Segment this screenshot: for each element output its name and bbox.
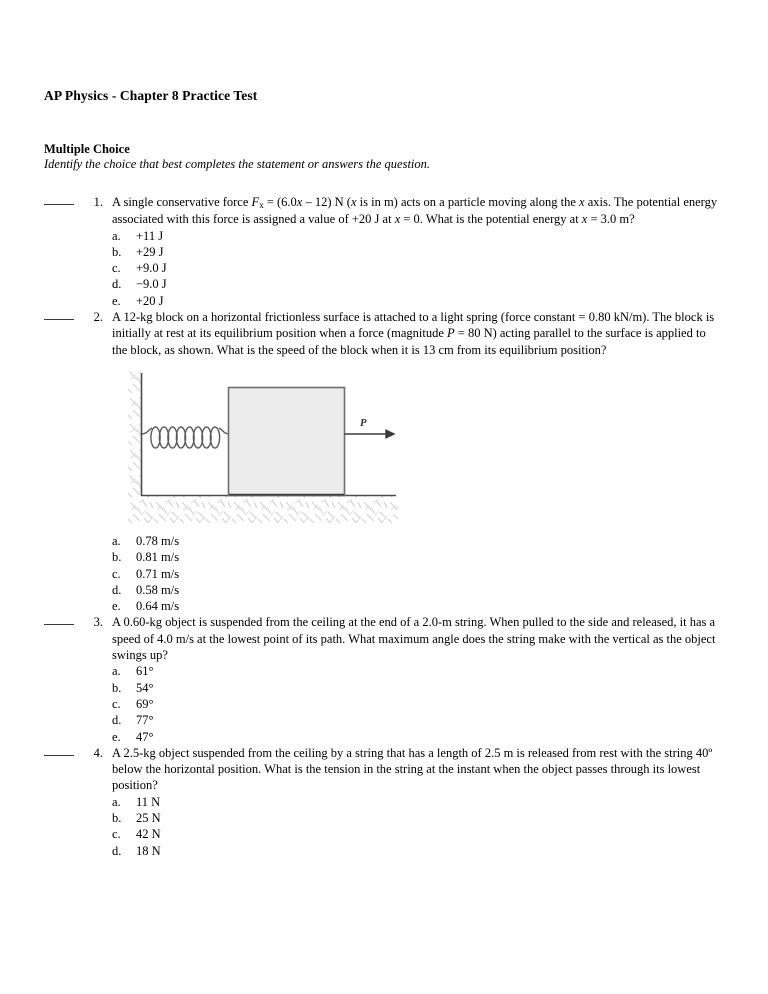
choice-text: +29 J	[136, 244, 164, 259]
choice-list-4	[112, 794, 724, 859]
choice-letter: c.	[112, 696, 121, 711]
choice-text: 69°	[136, 696, 154, 711]
choice-item[interactable]	[112, 228, 724, 244]
question-text-2: A 12-kg block on a horizontal frictionless surface is attached to a light spring (force constant = 0.80 kN/m). The block is initially at rest at its equilibrium position when a force (magnitude P = 80 N) acting parallel to the surface is applied to the block, as shown. What is the speed of the block when it is 13 cm from its equilibrium position?	[112, 310, 715, 357]
choice-item[interactable]	[112, 533, 724, 549]
choice-letter: a.	[112, 228, 121, 243]
choice-item[interactable]	[112, 794, 724, 810]
choice-item[interactable]	[112, 293, 724, 309]
question-number-4: 4.	[93, 745, 103, 760]
choice-text: +9.0 J	[136, 261, 167, 276]
question-4	[44, 745, 724, 859]
choice-letter: a.	[112, 794, 121, 809]
choice-letter: b.	[112, 244, 122, 259]
page-title: AP Physics - Chapter 8 Practice Test	[44, 88, 258, 103]
choice-letter: d.	[112, 277, 122, 292]
choice-text: 0.58 m/s	[136, 582, 180, 597]
choice-text: 11 N	[136, 794, 161, 809]
choice-item[interactable]	[112, 826, 724, 842]
answer-blank-1[interactable]	[44, 194, 84, 205]
question-number-2: 2.	[93, 310, 103, 325]
question-text-4: A 2.5-kg object suspended from the ceiling by a string that has a length of 2.5 m is released from rest with the string 40º below the horizontal position. What is the tension in the string at the instant when the object passes through its lowest position?	[112, 745, 713, 793]
choice-item[interactable]	[112, 680, 724, 696]
choice-text: 18 N	[136, 843, 161, 858]
choice-letter: b.	[112, 811, 122, 826]
choice-item[interactable]	[112, 276, 724, 292]
choice-text: 25 N	[136, 811, 161, 826]
question-1	[44, 194, 724, 309]
choice-text: −9.0 J	[136, 277, 167, 292]
choice-item[interactable]	[112, 696, 724, 712]
choice-item[interactable]	[112, 729, 724, 745]
choice-list-1	[112, 228, 724, 309]
choice-item[interactable]	[112, 843, 724, 859]
answer-blank-4[interactable]	[44, 745, 84, 756]
choice-item[interactable]	[112, 549, 724, 565]
choice-text: +11 J	[136, 228, 164, 243]
choice-letter: e.	[112, 599, 121, 614]
choice-item[interactable]	[112, 712, 724, 728]
choice-text: 77°	[136, 713, 154, 728]
choice-item[interactable]	[112, 582, 724, 598]
choice-text: 0.81 m/s	[136, 550, 180, 565]
choice-text: 61°	[136, 664, 154, 679]
force-arrow	[345, 430, 395, 438]
choice-item[interactable]	[112, 810, 724, 826]
choice-item[interactable]	[112, 663, 724, 679]
question-number-1: 1.	[93, 195, 103, 209]
choice-text: 54°	[136, 680, 154, 695]
question-text-1: A single conservative force $F_x = (6.0x - 12)$ N (x is in m) acts on a particle moving along the x axis. The potential energy associated with this force is assigned a value of +20 J at x = 0. What is the potential energy at x = 3.0 m?	[112, 195, 718, 227]
answer-blank-3[interactable]	[44, 614, 84, 625]
question-text-3: A 0.60-kg object is suspended from the ceiling at the end of a 2.0-m string. When pulled to the side and released, it has a speed of 4.0 m/s at the lowest point of its path. What maximum angle does the string make with the vertical as the object swings up?	[112, 615, 716, 663]
document-content	[44, 88, 724, 859]
question-3	[44, 614, 724, 744]
choice-text: 0.78 m/s	[136, 533, 180, 548]
choice-letter: e.	[112, 293, 121, 308]
force-label-p: P	[360, 417, 367, 429]
choice-item[interactable]	[112, 598, 724, 614]
section-instructions: Identify the choice that best completes the statement or answers the question.	[44, 157, 431, 171]
choice-text: 47°	[136, 729, 154, 744]
choice-text: +20 J	[136, 293, 164, 308]
choice-letter: a.	[112, 533, 121, 548]
choice-item[interactable]	[112, 260, 724, 276]
diagram-svg	[128, 368, 398, 523]
choice-letter: e.	[112, 729, 121, 744]
spring	[142, 427, 229, 448]
choice-letter: c.	[112, 566, 121, 581]
ground-hatching	[128, 495, 398, 523]
choice-text: 0.64 m/s	[136, 599, 180, 614]
wall-hatching	[128, 368, 141, 499]
choice-letter: c.	[112, 827, 121, 842]
section-heading: Multiple Choice	[44, 142, 130, 156]
choice-letter: b.	[112, 550, 122, 565]
block	[229, 387, 345, 495]
choice-item[interactable]	[112, 566, 724, 582]
choice-text: 42 N	[136, 827, 161, 842]
spring-block-diagram	[128, 368, 398, 523]
question-number-3: 3.	[93, 615, 103, 630]
choice-letter: d.	[112, 713, 122, 728]
choice-item[interactable]	[112, 244, 724, 260]
choice-letter: a.	[112, 664, 121, 679]
choice-letter: c.	[112, 261, 121, 276]
choice-list-3	[112, 663, 724, 744]
choice-letter: d.	[112, 582, 122, 597]
answer-blank-2[interactable]	[44, 309, 84, 320]
choice-list-2	[112, 533, 724, 614]
choice-letter: d.	[112, 843, 122, 858]
choice-letter: b.	[112, 680, 122, 695]
question-2	[44, 309, 724, 614]
choice-text: 0.71 m/s	[136, 566, 180, 581]
